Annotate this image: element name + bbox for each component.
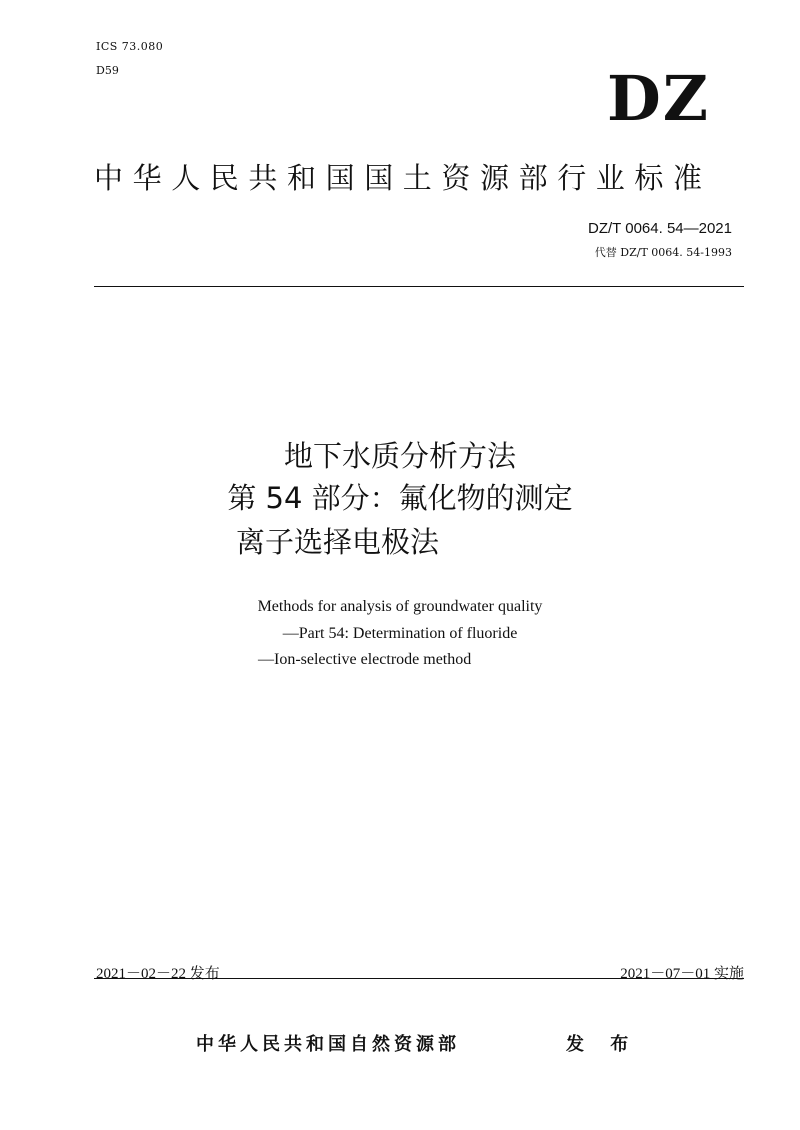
standard-title: 中华人民共和国国土资源部行业标准 xyxy=(94,161,712,195)
chinese-title-line-3: 离子选择电极法 xyxy=(236,525,440,559)
publisher-name: 中华人民共和国自然资源部 xyxy=(196,1034,460,1055)
english-title-line-3: —Ion-selective electrode method xyxy=(258,651,472,668)
replaces-standard: 代替 DZ/T 0064. 54-1993 xyxy=(594,246,732,259)
standard-number: DZ/T 0064. 54—2021 xyxy=(588,220,732,237)
classification-code: D59 xyxy=(96,64,119,77)
publish-label: 发 布 xyxy=(566,1034,639,1055)
bottom-divider xyxy=(94,978,744,979)
issue-date: 2021－02－22 发布 xyxy=(96,966,220,982)
dz-logo: DZ xyxy=(606,62,710,135)
ics-code: ICS 73.080 xyxy=(96,40,164,53)
english-title-line-2: —Part 54: Determination of fluoride xyxy=(282,625,518,642)
chinese-title-line-1: 地下水质分析方法 xyxy=(283,439,516,473)
top-divider xyxy=(94,286,744,287)
implementation-date: 2021－07－01 实施 xyxy=(620,966,744,982)
english-title-line-1: Methods for analysis of groundwater quality xyxy=(257,598,543,615)
chinese-title-line-2: 第 54 部分：氟化物的测定 xyxy=(227,481,573,515)
